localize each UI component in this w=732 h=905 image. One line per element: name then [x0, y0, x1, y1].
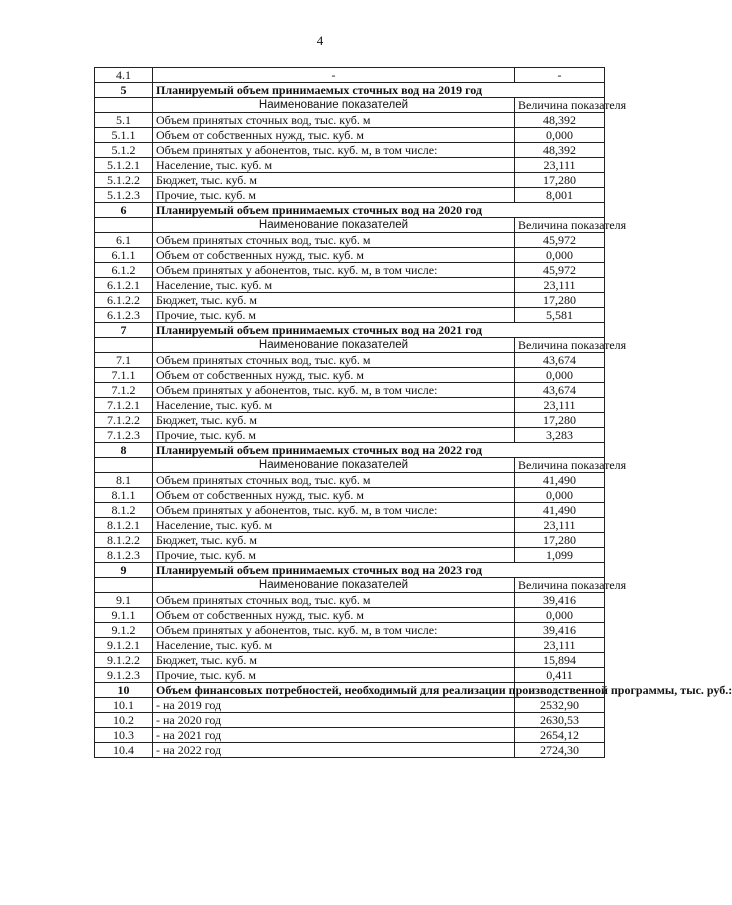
row-value: 0,411	[515, 668, 605, 683]
row-number: 7.1.2.3	[95, 428, 153, 443]
table-row	[95, 248, 605, 263]
header-name: Наименование показателей	[153, 458, 515, 473]
row-name: Прочие, тыс. куб. м	[153, 308, 515, 323]
row-name: Прочие, тыс. куб. м	[153, 668, 515, 683]
header-value: Величина показателя	[515, 458, 605, 473]
row-value: 0,000	[515, 128, 605, 143]
row-value: 41,490	[515, 503, 605, 518]
row-name: Объем принятых сточных вод, тыс. куб. м	[153, 353, 515, 368]
row-value: 48,392	[515, 143, 605, 158]
row-number: 9.1	[95, 593, 153, 608]
row-name: Бюджет, тыс. куб. м	[153, 293, 515, 308]
table-row	[95, 488, 605, 503]
row-value: 0,000	[515, 488, 605, 503]
section-heading-row	[95, 563, 605, 578]
row-name: Население, тыс. куб. м	[153, 638, 515, 653]
row-name: Объем принятых сточных вод, тыс. куб. м	[153, 113, 515, 128]
table-row	[95, 728, 605, 743]
section-title: Планируемый объем принимаемых сточных вод на 2020 год	[153, 203, 605, 218]
row-name: Объем принятых сточных вод, тыс. куб. м	[153, 593, 515, 608]
section-heading-row	[95, 443, 605, 458]
row-name: Объем принятых сточных вод, тыс. куб. м	[153, 473, 515, 488]
row-value: 39,416	[515, 623, 605, 638]
column-header-row	[95, 218, 605, 233]
row-number: 10.2	[95, 713, 153, 728]
section-number: 7	[95, 323, 153, 338]
table-row	[95, 548, 605, 563]
table-row	[95, 698, 605, 713]
table-row	[95, 608, 605, 623]
table-row	[95, 263, 605, 278]
row-number: 8.1.2.3	[95, 548, 153, 563]
section-heading-row	[95, 83, 605, 98]
row-name: Объем от собственных нужд, тыс. куб. м	[153, 248, 515, 263]
row-name: Объем от собственных нужд, тыс. куб. м	[153, 368, 515, 383]
section-title: Планируемый объем принимаемых сточных вод на 2021 год	[153, 323, 605, 338]
row-name: Объем от собственных нужд, тыс. куб. м	[153, 608, 515, 623]
header-blank	[95, 458, 153, 473]
row-value: 39,416	[515, 593, 605, 608]
table-row	[95, 668, 605, 683]
header-name: Наименование показателей	[153, 218, 515, 233]
row-name: Объем принятых сточных вод, тыс. куб. м	[153, 233, 515, 248]
row-number: 8.1.2.2	[95, 533, 153, 548]
row-number: 7.1.2.1	[95, 398, 153, 413]
section-number: 5	[95, 83, 153, 98]
table-row	[95, 128, 605, 143]
row-value: 23,111	[515, 158, 605, 173]
section-heading-row	[95, 323, 605, 338]
row-number: 5.1	[95, 113, 153, 128]
table-row	[95, 428, 605, 443]
row-name: Бюджет, тыс. куб. м	[153, 653, 515, 668]
row-number: 9.1.2.2	[95, 653, 153, 668]
row-name: Объем принятых у абонентов, тыс. куб. м, в том числе:	[153, 263, 515, 278]
row-value: 1,099	[515, 548, 605, 563]
header-blank	[95, 338, 153, 353]
row-value: 43,674	[515, 383, 605, 398]
row-number: 6.1.2.3	[95, 308, 153, 323]
finance-title: Объем финансовых потребностей, необходимый для реализации производственной программы, тыс. руб.:	[153, 683, 515, 698]
table-row	[95, 533, 605, 548]
header-value: Величина показателя	[515, 98, 605, 113]
row-name: - на 2020 год	[153, 713, 515, 728]
table-row	[95, 518, 605, 533]
row-name: - на 2021 год	[153, 728, 515, 743]
row-number: 5.1.2.1	[95, 158, 153, 173]
table-row	[95, 293, 605, 308]
table-row	[95, 653, 605, 668]
table-row	[95, 158, 605, 173]
row-value: 0,000	[515, 248, 605, 263]
row-value: 41,490	[515, 473, 605, 488]
row-name: Объем принятых у абонентов, тыс. куб. м, в том числе:	[153, 383, 515, 398]
row-number: 7.1.1	[95, 368, 153, 383]
row-value: 5,581	[515, 308, 605, 323]
section-title: Планируемый объем принимаемых сточных вод на 2022 год	[153, 443, 605, 458]
table-row	[95, 308, 605, 323]
table-row	[95, 413, 605, 428]
table-row	[95, 623, 605, 638]
row-name: -	[153, 68, 515, 83]
table-row	[95, 743, 605, 758]
row-name: Объем принятых у абонентов, тыс. куб. м, в том числе:	[153, 143, 515, 158]
row-value: 23,111	[515, 278, 605, 293]
table-row	[95, 383, 605, 398]
row-value: 2630,53	[515, 713, 605, 728]
finance-number: 10	[95, 683, 153, 698]
row-value: 17,280	[515, 533, 605, 548]
row-value: 45,972	[515, 263, 605, 278]
table-row	[95, 173, 605, 188]
finance-heading-row	[95, 683, 605, 698]
row-number: 9.1.1	[95, 608, 153, 623]
table-row	[95, 143, 605, 158]
row-value: 0,000	[515, 368, 605, 383]
section-number: 9	[95, 563, 153, 578]
row-name: Население, тыс. куб. м	[153, 158, 515, 173]
column-header-row	[95, 98, 605, 113]
row-value: 48,392	[515, 113, 605, 128]
header-blank	[95, 218, 153, 233]
row-number: 5.1.2.3	[95, 188, 153, 203]
table-body	[95, 67, 732, 758]
row-number: 9.1.2	[95, 623, 153, 638]
row-value: 2532,90	[515, 698, 605, 713]
column-header-row	[95, 338, 605, 353]
row-value: -	[515, 68, 605, 83]
header-value: Величина показателя	[515, 338, 605, 353]
header-name: Наименование показателей	[153, 98, 515, 113]
row-number: 7.1	[95, 353, 153, 368]
row-name: Прочие, тыс. куб. м	[153, 428, 515, 443]
header-value: Величина показателя	[515, 578, 605, 593]
page-number: 4	[316, 33, 324, 48]
row-name: - на 2022 год	[153, 743, 515, 758]
row-value: 43,674	[515, 353, 605, 368]
table-row	[95, 503, 605, 518]
row-name: Объем принятых у абонентов, тыс. куб. м, в том числе:	[153, 623, 515, 638]
section-number: 6	[95, 203, 153, 218]
row-number: 10.1	[95, 698, 153, 713]
row-value: 2724,30	[515, 743, 605, 758]
row-number: 5.1.2.2	[95, 173, 153, 188]
row-name: Прочие, тыс. куб. м	[153, 548, 515, 563]
column-header-row	[95, 578, 605, 593]
row-value: 23,111	[515, 638, 605, 653]
row-value: 2654,12	[515, 728, 605, 743]
row-number: 6.1.1	[95, 248, 153, 263]
row-number: 7.1.2.2	[95, 413, 153, 428]
row-name: Население, тыс. куб. м	[153, 398, 515, 413]
program-table	[94, 67, 732, 758]
table-row	[95, 593, 605, 608]
header-value: Величина показателя	[515, 218, 605, 233]
row-value: 23,111	[515, 398, 605, 413]
row-number: 8.1	[95, 473, 153, 488]
row-value: 17,280	[515, 413, 605, 428]
row-value: 0,000	[515, 608, 605, 623]
row-number: 10.4	[95, 743, 153, 758]
table-row	[95, 113, 605, 128]
table-row	[95, 713, 605, 728]
table-row	[95, 398, 605, 413]
section-heading-row	[95, 203, 605, 218]
table-row	[95, 353, 605, 368]
table-row	[95, 68, 605, 83]
row-number: 8.1.2	[95, 503, 153, 518]
table-row	[95, 638, 605, 653]
row-value: 45,972	[515, 233, 605, 248]
table-row	[95, 473, 605, 488]
row-name: Бюджет, тыс. куб. м	[153, 533, 515, 548]
row-number: 6.1.2.2	[95, 293, 153, 308]
row-name: Население, тыс. куб. м	[153, 518, 515, 533]
row-name: Объем от собственных нужд, тыс. куб. м	[153, 488, 515, 503]
row-value: 15,894	[515, 653, 605, 668]
row-number: 5.1.1	[95, 128, 153, 143]
section-number: 8	[95, 443, 153, 458]
row-number: 7.1.2	[95, 383, 153, 398]
row-number: 6.1.2.1	[95, 278, 153, 293]
row-value: 3,283	[515, 428, 605, 443]
row-number: 10.3	[95, 728, 153, 743]
header-blank	[95, 98, 153, 113]
row-number: 9.1.2.3	[95, 668, 153, 683]
row-name: Объем принятых у абонентов, тыс. куб. м, в том числе:	[153, 503, 515, 518]
section-title: Планируемый объем принимаемых сточных вод на 2023 год	[153, 563, 605, 578]
row-name: Прочие, тыс. куб. м	[153, 188, 515, 203]
row-number: 4.1	[95, 68, 153, 83]
row-name: - на 2019 год	[153, 698, 515, 713]
header-name: Наименование показателей	[153, 578, 515, 593]
row-value: 17,280	[515, 173, 605, 188]
header-blank	[95, 578, 153, 593]
table-row	[95, 233, 605, 248]
table-row	[95, 278, 605, 293]
row-number: 9.1.2.1	[95, 638, 153, 653]
column-header-row	[95, 458, 605, 473]
row-number: 6.1.2	[95, 263, 153, 278]
row-name: Объем от собственных нужд, тыс. куб. м	[153, 128, 515, 143]
section-title: Планируемый объем принимаемых сточных вод на 2019 год	[153, 83, 605, 98]
row-name: Бюджет, тыс. куб. м	[153, 413, 515, 428]
row-value: 8,001	[515, 188, 605, 203]
row-name: Бюджет, тыс. куб. м	[153, 173, 515, 188]
header-name: Наименование показателей	[153, 338, 515, 353]
row-value: 23,111	[515, 518, 605, 533]
row-number: 8.1.2.1	[95, 518, 153, 533]
row-number: 5.1.2	[95, 143, 153, 158]
row-name: Население, тыс. куб. м	[153, 278, 515, 293]
row-number: 8.1.1	[95, 488, 153, 503]
table-row	[95, 368, 605, 383]
row-value: 17,280	[515, 293, 605, 308]
table-row	[95, 188, 605, 203]
row-number: 6.1	[95, 233, 153, 248]
